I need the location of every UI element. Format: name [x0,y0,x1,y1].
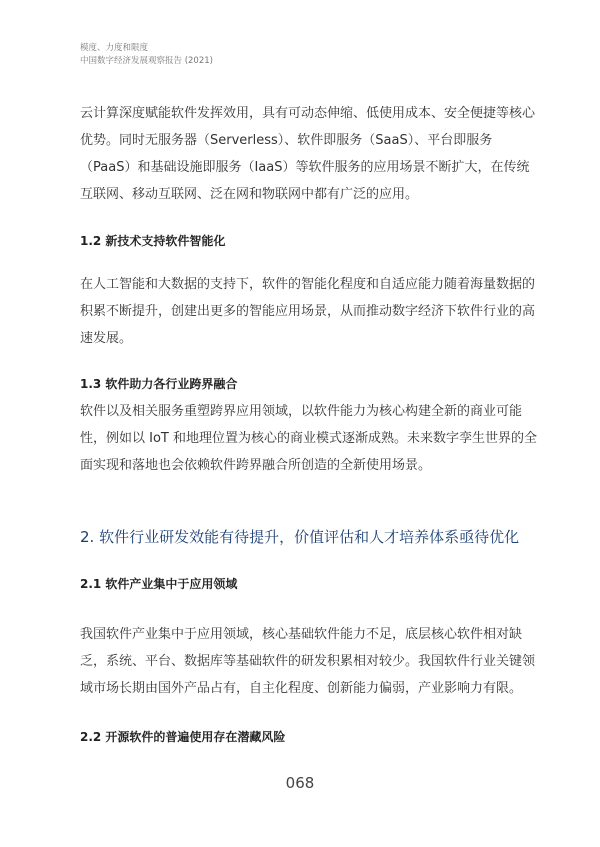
paragraph-cross-industry: 软件以及相关服务重塑跨界应用领域，以软件能力为核心构建全新的商业可能性，例如以 IoT 和地理位置为核心的商业模式逐渐成熟。未来数字孪生世界的全面实现和落地也会依赖软件跨界融合所创造的全新使用场景。 [80,404,537,473]
header-subtitle: 模度、力度和限度 [80,43,149,53]
paragraph-application-domain: 我国软件产业集中于应用领域，核心基础软件能力不足，底层核心软件相对缺乏，系统、平台、数据库等基础软件的研发积累相对较少。我国软件行业关键领域市场长期由国外产品占有，自主化程度、创新能力偏弱，产业影响力有限。 [80,627,536,696]
section-heading-2-1: 2.1 软件产业集中于应用领域 [80,577,238,591]
section-heading-2-2: 2.2 开源软件的普遍使用存在潜藏风险 [80,730,286,744]
section-heading-1-3: 1.3 软件助力各行业跨界融合 [80,377,238,391]
section-heading-1-2: 1.2 新技术支持软件智能化 [80,234,226,248]
paragraph-ai-bigdata: 在人工智能和大数据的支持下，软件的智能化程度和自适应能力随着海量数据的积累不断提升，创建出更多的智能应用场景，从而推动数字经济下软件行业的高速发展。 [80,277,536,346]
chapter-heading-2: 2. 软件行业研发效能有待提升，价值评估和人才培养体系亟待优化 [80,528,520,546]
header-report-title: 中国数字经济发展观察报告 (2021) [80,56,213,66]
paragraph-cloud-computing: 云计算深度赋能软件发挥效用，具有可动态伸缩、低使用成本、安全便捷等核心优势。同时无服务器（Serverless）、软件即服务（SaaS）、平台即服务（PaaS）和基础设施即服务（IaaS）等软件服务的应用场景不断扩大，在传统互联网、移动互联网、泛在网和物联网中都有广泛的应用。 [80,106,536,202]
running-header [80,42,213,68]
page-number: 068 [285,774,315,792]
